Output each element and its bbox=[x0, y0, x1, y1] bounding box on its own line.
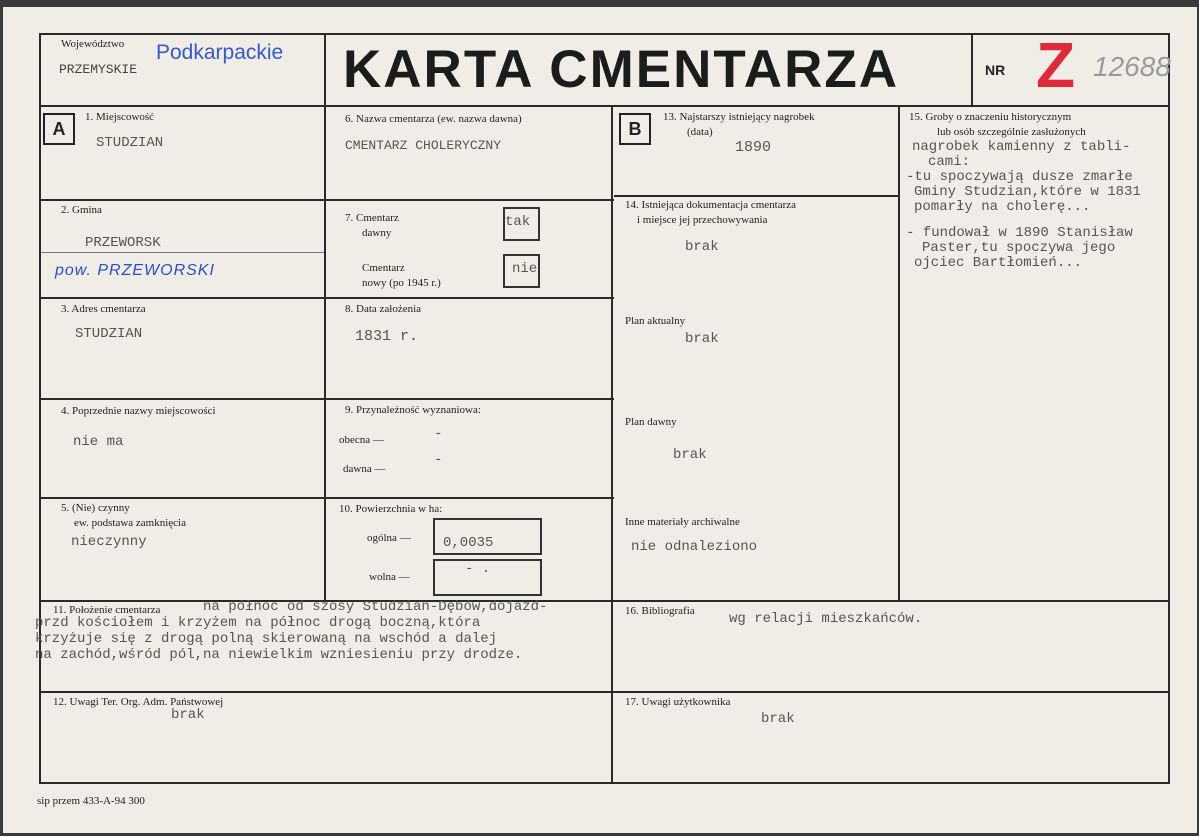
section-a-marker: A bbox=[43, 113, 75, 145]
cemetery-card bbox=[3, 7, 1197, 833]
f10-wolna-value: - . bbox=[465, 561, 491, 577]
f1-value: STUDZIAN bbox=[96, 135, 164, 151]
f10-label: 10. Powierzchnia w ha: bbox=[339, 503, 443, 515]
grid-line bbox=[39, 691, 1170, 693]
grid-line bbox=[39, 297, 614, 299]
f11-line: na zachód,wśród pól,na niewielkim wzniesieniu przy drodze. bbox=[35, 647, 523, 663]
inne-materialy-value: nie odnaleziono bbox=[631, 539, 758, 555]
f10-wolna-label: wolna — bbox=[369, 571, 410, 583]
region-stamp: Podkarpackie bbox=[156, 41, 284, 64]
f15-line: -tu spoczywają dusze zmarłe bbox=[906, 169, 1133, 185]
f15-line: - fundował w 1890 Stanisław bbox=[906, 225, 1133, 241]
f5-label-line1: 5. (Nie) czynny bbox=[61, 502, 130, 514]
f1-label: 1. Miejscowość bbox=[85, 111, 155, 123]
f9-obecna-label: obecna — bbox=[339, 434, 384, 446]
grid-line bbox=[39, 782, 1170, 784]
f15-line: pomarły na cholerę... bbox=[914, 199, 1091, 215]
wojewodztwo-value: PRZEMYSKIE bbox=[59, 62, 138, 77]
grid-line bbox=[898, 105, 900, 600]
f7-nowy-value: nie bbox=[512, 261, 538, 277]
grid-line bbox=[39, 199, 614, 201]
f17-value: brak bbox=[761, 711, 795, 727]
grid-line bbox=[39, 398, 614, 400]
grid-line bbox=[324, 33, 326, 600]
f15-line: Paster,tu spoczywa jego bbox=[922, 240, 1116, 256]
f8-label: 8. Data założenia bbox=[345, 303, 422, 315]
f14-label-line1: 14. Istniejąca dokumentacja cmentarza bbox=[625, 199, 797, 211]
f3-label: 3. Adres cmentarza bbox=[61, 303, 146, 315]
f11-line: krzyżuje się z drogą polną skierowaną na wschód a dalej bbox=[35, 631, 498, 647]
f11-line: na północ od szosy Studzian-Dębów,dojazd- bbox=[203, 599, 548, 615]
f11-location-text bbox=[35, 599, 613, 691]
f7-label-line2: dawny bbox=[362, 227, 392, 239]
wojewodztwo-label: Województwo bbox=[61, 38, 125, 50]
f16-label: 16. Bibliografia bbox=[625, 605, 695, 617]
f11-label: 11. Położenie cmentarza bbox=[53, 604, 161, 616]
f16-value: wg relacji mieszkańców. bbox=[729, 611, 923, 627]
f15-label-line1: 15. Groby o znaczeniu historycznym bbox=[909, 111, 1072, 123]
card-title: KARTA CMENTARZA bbox=[343, 40, 899, 99]
plan-aktualny-label: Plan aktualny bbox=[625, 315, 686, 327]
f4-label: 4. Poprzednie nazwy miejscowości bbox=[61, 405, 216, 417]
grid-line bbox=[39, 105, 1170, 107]
grid-line bbox=[39, 252, 324, 253]
f10-ogolna-label: ogólna — bbox=[367, 532, 411, 544]
f13-label-line1: 13. Najstarszy istniejący nagrobek bbox=[663, 111, 815, 123]
f2-handwritten: pow. PRZEWORSKI bbox=[55, 262, 215, 279]
nr-letter: Z bbox=[1036, 29, 1076, 101]
f2-label: 2. Gmina bbox=[61, 204, 102, 216]
f7-nowy-line1: Cmentarz bbox=[362, 262, 405, 274]
f15-line: Gminy Studzian,które w 1831 bbox=[914, 184, 1141, 200]
f9-dawna-value: - bbox=[434, 452, 443, 468]
f15-label-line2: lub osób szczególnie zasłużonych bbox=[937, 126, 1086, 138]
f12-label: 12. Uwagi Ter. Org. Adm. Państwowej bbox=[53, 696, 224, 708]
f17-label: 17. Uwagi użytkownika bbox=[625, 696, 731, 708]
f2-value: PRZEWORSK bbox=[85, 235, 161, 251]
f7-dawny-value: tak bbox=[505, 214, 531, 230]
inne-materialy-label: Inne materiały archiwalne bbox=[625, 516, 740, 528]
grid-line bbox=[39, 497, 614, 499]
f10-ogolna-value: 0,0035 bbox=[443, 535, 494, 551]
f14-value: brak bbox=[685, 239, 719, 255]
grid-line bbox=[614, 195, 900, 197]
f5-label-line2: ew. podstawa zamknięcia bbox=[74, 517, 186, 529]
f15-line: ojciec Bartłomień... bbox=[914, 255, 1083, 271]
f12-value: brak bbox=[171, 707, 205, 723]
f9-label: 9. Przynależność wyznaniowa: bbox=[345, 404, 481, 416]
f4-value: nie ma bbox=[73, 434, 124, 450]
f15-line: nagrobek kamienny z tabli- bbox=[912, 140, 1131, 155]
grid-line bbox=[971, 33, 973, 105]
plan-aktualny-value: brak bbox=[685, 331, 719, 347]
section-b-marker: B bbox=[619, 113, 651, 145]
grid-line bbox=[39, 33, 1170, 35]
f11-line: przd kościołem i krzyżem na północ drogą boczną,która bbox=[35, 615, 481, 631]
f13-label-line2: (data) bbox=[687, 126, 713, 138]
f6-label: 6. Nazwa cmentarza (ew. nazwa dawna) bbox=[345, 113, 522, 125]
f3-value: STUDZIAN bbox=[75, 326, 143, 342]
f8-value: 1831 r. bbox=[355, 328, 419, 345]
nr-value: 12688 bbox=[1093, 51, 1171, 82]
f7-label-line1: 7. Cmentarz bbox=[345, 212, 399, 224]
f15-line: cami: bbox=[928, 154, 971, 170]
footer-code: sip przem 433-A-94 300 bbox=[37, 795, 145, 807]
f7-nowy-line2: nowy (po 1945 r.) bbox=[362, 277, 441, 289]
f14-label-line2: i miejsce jej przechowywania bbox=[637, 214, 768, 226]
f5-value: nieczynny bbox=[71, 534, 147, 550]
f9-dawna-label: dawna — bbox=[343, 463, 386, 475]
f6-value: CMENTARZ CHOLERYCZNY bbox=[345, 138, 502, 153]
nr-label: NR bbox=[985, 62, 1006, 78]
plan-dawny-label: Plan dawny bbox=[625, 416, 677, 428]
f9-obecna-value: - bbox=[434, 426, 443, 442]
plan-dawny-value: brak bbox=[673, 447, 707, 463]
f13-value: 1890 bbox=[735, 139, 772, 156]
f15-notes bbox=[906, 140, 1168, 271]
grid-line bbox=[1168, 33, 1170, 784]
